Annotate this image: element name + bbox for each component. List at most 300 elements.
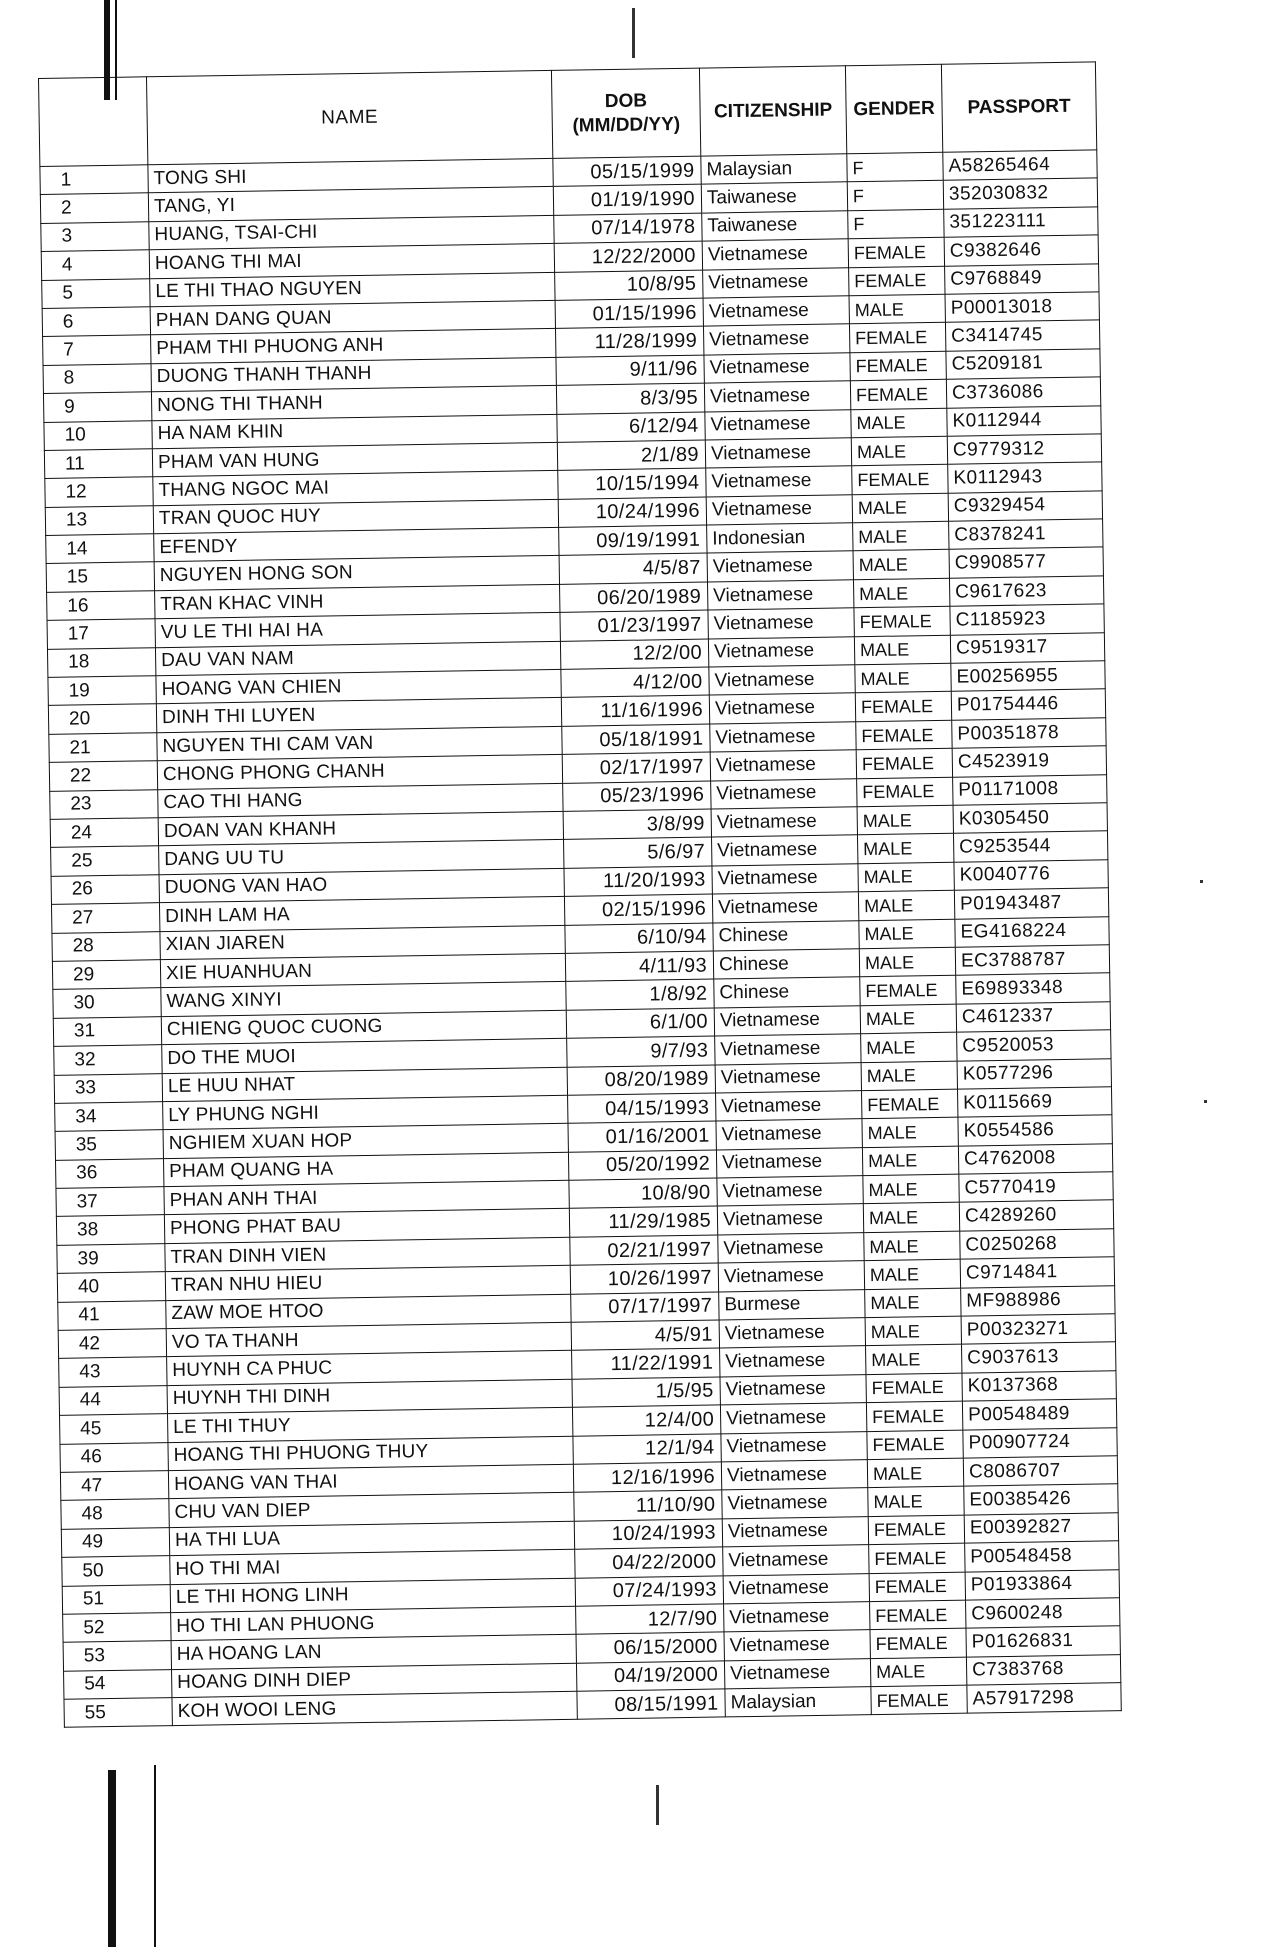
date-of-birth: 4/5/87 — [559, 554, 707, 585]
citizenship: Vietnamese — [712, 863, 858, 894]
row-number: 17 — [47, 619, 155, 649]
passenger-name: PHONG PHAT BAU — [164, 1209, 569, 1244]
passport-number: C9600248 — [966, 1598, 1120, 1629]
passport-number: C5770419 — [959, 1172, 1113, 1203]
gender: FEMALE — [850, 351, 946, 381]
passenger-name: EFENDY — [154, 527, 559, 562]
row-number: 28 — [52, 931, 160, 961]
citizenship: Vietnamese — [722, 1516, 868, 1547]
date-of-birth: 11/29/1985 — [569, 1206, 717, 1237]
passport-number: K0305450 — [953, 803, 1107, 834]
gender: FEMALE — [848, 237, 944, 267]
passport-number: P00351878 — [952, 718, 1106, 749]
passport-number: P00548489 — [962, 1399, 1116, 1430]
citizenship: Vietnamese — [705, 438, 851, 469]
gender: FEMALE — [869, 1572, 965, 1602]
row-number: 30 — [53, 988, 161, 1018]
gender: FEMALE — [868, 1515, 964, 1545]
row-number: 54 — [64, 1669, 172, 1699]
row-number: 51 — [62, 1584, 170, 1614]
passenger-name: HUYNH CA PHUC — [167, 1351, 572, 1386]
citizenship: Taiwanese — [701, 182, 847, 213]
row-number: 50 — [62, 1556, 170, 1586]
gender: MALE — [858, 862, 954, 892]
gender: F — [847, 152, 943, 182]
row-number: 18 — [47, 647, 155, 677]
row-number: 33 — [54, 1073, 162, 1103]
date-of-birth: 02/17/1997 — [562, 752, 710, 783]
gender: FEMALE — [870, 1600, 966, 1630]
passenger-name: THANG NGOC MAI — [153, 471, 558, 506]
passenger-name: HOANG THI PHUONG THUY — [168, 1436, 573, 1471]
gender: MALE — [857, 805, 953, 835]
gender: MALE — [857, 834, 953, 864]
passport-number: 352030832 — [943, 178, 1097, 209]
row-number: 13 — [45, 505, 153, 535]
citizenship: Burmese — [719, 1289, 865, 1320]
citizenship: Vietnamese — [712, 892, 858, 923]
row-number: 12 — [45, 477, 153, 507]
gender: MALE — [861, 1032, 957, 1062]
passenger-name: LE THI THAO NGUYEN — [150, 272, 555, 307]
passenger-name: LY PHUNG NGHI — [163, 1095, 568, 1130]
table-body — [40, 150, 1121, 1728]
scan-edge-mark-bottom — [108, 1770, 116, 1947]
passport-number: C8378241 — [949, 519, 1103, 550]
row-number: 7 — [43, 335, 151, 365]
row-number: 19 — [48, 676, 156, 706]
table-header — [39, 62, 1097, 167]
date-of-birth: 01/19/1990 — [553, 184, 701, 215]
citizenship: Chinese — [713, 949, 859, 980]
gender: MALE — [851, 436, 947, 466]
passenger-name: HO THI MAI — [170, 1549, 575, 1584]
citizenship: Vietnamese — [708, 636, 854, 667]
passport-number: P00013018 — [945, 292, 1099, 323]
passenger-name: PHAN ANH THAI — [164, 1180, 569, 1215]
gender: FEMALE — [849, 266, 945, 296]
citizenship: Vietnamese — [714, 1005, 860, 1036]
gender: MALE — [865, 1288, 961, 1318]
passport-number: A57917298 — [967, 1683, 1121, 1714]
gender: FEMALE — [856, 748, 952, 778]
passenger-name: KOH WOOI LENG — [172, 1691, 577, 1726]
date-of-birth: 07/24/1993 — [575, 1575, 723, 1606]
passport-number: P01171008 — [953, 774, 1107, 805]
gender: FEMALE — [867, 1430, 963, 1460]
passenger-name: DINH THI LUYEN — [156, 698, 561, 733]
gender: MALE — [849, 294, 945, 324]
gender: FEMALE — [869, 1543, 965, 1573]
passport-number: C3736086 — [946, 377, 1100, 408]
date-of-birth: 4/11/93 — [565, 951, 713, 982]
passport-number: C3414745 — [945, 320, 1099, 351]
citizenship: Vietnamese — [712, 835, 858, 866]
passenger-name: DUONG VAN HAO — [159, 868, 564, 903]
row-number: 47 — [60, 1471, 168, 1501]
gender: F — [847, 181, 943, 211]
passport-number: C9714841 — [960, 1257, 1114, 1288]
date-of-birth: 12/22/2000 — [554, 241, 702, 272]
date-of-birth: 08/15/1991 — [577, 1689, 725, 1720]
passport-number: K0040776 — [954, 860, 1108, 891]
gender: FEMALE — [871, 1685, 967, 1715]
row-number: 20 — [48, 704, 156, 734]
row-number: 53 — [63, 1641, 171, 1671]
row-number: 11 — [44, 449, 152, 479]
passenger-name: CHONG PHONG CHANH — [157, 755, 562, 790]
citizenship: Vietnamese — [708, 608, 854, 639]
date-of-birth: 11/10/90 — [574, 1490, 722, 1521]
row-number: 45 — [60, 1414, 168, 1444]
date-of-birth: 02/21/1997 — [570, 1235, 718, 1266]
date-of-birth: 12/4/00 — [572, 1405, 720, 1436]
gender: MALE — [865, 1316, 961, 1346]
row-number: 14 — [46, 534, 154, 564]
citizenship: Vietnamese — [720, 1346, 866, 1377]
gender: MALE — [868, 1486, 964, 1516]
date-of-birth: 10/24/1993 — [574, 1519, 722, 1550]
date-of-birth: 09/19/1991 — [559, 525, 707, 556]
date-of-birth: 04/15/1993 — [568, 1093, 716, 1124]
date-of-birth: 10/8/95 — [555, 270, 703, 301]
header-name: NAME — [146, 70, 552, 164]
row-number: 3 — [41, 222, 149, 252]
passenger-name: VO TA THANH — [166, 1322, 571, 1357]
passport-number: C9037613 — [962, 1342, 1116, 1373]
gender: MALE — [863, 1174, 959, 1204]
passenger-name: DO THE MUOI — [162, 1038, 567, 1073]
passport-number: C7383768 — [966, 1654, 1120, 1685]
date-of-birth: 11/28/1999 — [556, 326, 704, 357]
scan-speck — [632, 8, 635, 58]
row-number: 2 — [40, 193, 148, 223]
row-number: 22 — [49, 761, 157, 791]
row-number: 26 — [51, 874, 159, 904]
citizenship: Vietnamese — [704, 353, 850, 384]
citizenship: Vietnamese — [717, 1204, 863, 1235]
passport-number: P00907724 — [963, 1427, 1117, 1458]
date-of-birth: 4/5/91 — [571, 1320, 719, 1351]
passport-number: P01943487 — [954, 888, 1108, 919]
gender: F — [848, 209, 944, 239]
passenger-list-sheet — [38, 61, 1121, 1728]
citizenship: Vietnamese — [721, 1460, 867, 1491]
citizenship: Vietnamese — [723, 1573, 869, 1604]
passport-number: C1185923 — [950, 604, 1104, 635]
passenger-name: HUANG, TSAI-CHI — [149, 215, 554, 250]
row-number: 38 — [56, 1215, 164, 1245]
date-of-birth: 01/23/1997 — [560, 610, 708, 641]
passenger-name: HA NAM KHIN — [152, 414, 557, 449]
header-number — [39, 77, 148, 167]
gender: MALE — [853, 550, 949, 580]
citizenship: Vietnamese — [703, 267, 849, 298]
passenger-name: TRAN DINH VIEN — [165, 1237, 570, 1272]
row-number: 24 — [50, 818, 158, 848]
passenger-name: NGHIEM XUAN HOP — [163, 1124, 568, 1159]
passenger-name: HA HOANG LAN — [171, 1635, 576, 1670]
row-number: 42 — [58, 1329, 166, 1359]
date-of-birth: 05/20/1992 — [568, 1150, 716, 1181]
row-number: 52 — [63, 1613, 171, 1643]
passenger-name: LE THI THUY — [167, 1407, 572, 1442]
date-of-birth: 10/15/1994 — [558, 468, 706, 499]
passport-number: K0554586 — [958, 1115, 1112, 1146]
passport-number: C8086707 — [963, 1456, 1117, 1487]
passenger-name: TANG, YI — [148, 187, 553, 222]
citizenship: Vietnamese — [703, 296, 849, 327]
citizenship: Chinese — [714, 977, 860, 1008]
row-number: 8 — [43, 363, 151, 393]
date-of-birth: 07/17/1997 — [571, 1292, 719, 1323]
passenger-name: TRAN QUOC HUY — [153, 499, 558, 534]
citizenship: Vietnamese — [711, 778, 857, 809]
citizenship: Vietnamese — [710, 750, 856, 781]
date-of-birth: 9/7/93 — [567, 1036, 715, 1067]
row-number: 55 — [64, 1698, 172, 1728]
passport-number: E00385426 — [964, 1484, 1118, 1515]
passenger-name: HUYNH THI DINH — [167, 1379, 572, 1414]
gender: FEMALE — [849, 323, 945, 353]
row-number: 9 — [43, 392, 151, 422]
passport-number: C9253544 — [953, 831, 1107, 862]
date-of-birth: 07/14/1978 — [554, 213, 702, 244]
citizenship: Vietnamese — [709, 693, 855, 724]
passenger-name: XIE HUANHUAN — [160, 953, 565, 988]
passport-number: K0137368 — [962, 1371, 1116, 1402]
row-number: 5 — [42, 278, 150, 308]
citizenship: Vietnamese — [711, 807, 857, 838]
date-of-birth: 04/22/2000 — [575, 1547, 723, 1578]
citizenship: Vietnamese — [715, 1062, 861, 1093]
gender: FEMALE — [866, 1373, 962, 1403]
passenger-name: TRAN KHAC VINH — [155, 584, 560, 619]
passport-number: C9329454 — [948, 491, 1102, 522]
row-number: 1 — [40, 165, 148, 195]
citizenship: Indonesian — [707, 523, 853, 554]
date-of-birth: 5/6/97 — [564, 837, 712, 868]
gender: FEMALE — [856, 720, 952, 750]
passport-number: E69893348 — [956, 973, 1110, 1004]
passenger-name: CHU VAN DIEP — [169, 1493, 574, 1528]
passenger-name: LE HUU NHAT — [162, 1067, 567, 1102]
date-of-birth: 4/12/00 — [561, 667, 709, 698]
gender: MALE — [853, 521, 949, 551]
row-number: 43 — [59, 1357, 167, 1387]
date-of-birth: 06/20/1989 — [560, 582, 708, 613]
row-number: 49 — [61, 1527, 169, 1557]
citizenship: Vietnamese — [706, 466, 852, 497]
scan-speck — [1204, 1100, 1207, 1103]
citizenship: Vietnamese — [702, 239, 848, 270]
passport-number: EC3788787 — [955, 945, 1109, 976]
passport-number: C9519317 — [950, 632, 1104, 663]
date-of-birth: 6/12/94 — [557, 412, 705, 443]
citizenship: Vietnamese — [723, 1545, 869, 1576]
date-of-birth: 1/8/92 — [566, 979, 714, 1010]
passport-number: E00392827 — [964, 1512, 1118, 1543]
passenger-name: HOANG THI MAI — [149, 244, 554, 279]
passenger-name: PHAM THI PHUONG ANH — [151, 329, 556, 364]
date-of-birth: 12/2/00 — [560, 639, 708, 670]
date-of-birth: 01/15/1996 — [555, 298, 703, 329]
passport-number: C9908577 — [949, 547, 1103, 578]
gender: MALE — [860, 1004, 956, 1034]
citizenship: Vietnamese — [722, 1488, 868, 1519]
gender: FEMALE — [857, 777, 953, 807]
date-of-birth: 05/15/1999 — [553, 156, 701, 187]
date-of-birth: 1/5/95 — [572, 1377, 720, 1408]
passenger-name: HA THI LUA — [169, 1521, 574, 1556]
date-of-birth: 11/20/1993 — [564, 866, 712, 897]
date-of-birth: 05/18/1991 — [562, 724, 710, 755]
gender: MALE — [862, 1117, 958, 1147]
passport-number: EG4168224 — [955, 916, 1109, 947]
passport-number: C9768849 — [945, 263, 1099, 294]
gender: MALE — [861, 1061, 957, 1091]
passenger-name: HOANG DINH DIEP — [172, 1663, 577, 1698]
passport-number: C9520053 — [957, 1030, 1111, 1061]
scan-speck — [1200, 880, 1203, 883]
gender: MALE — [853, 578, 949, 608]
header-gender: GENDER — [845, 64, 942, 153]
row-number: 34 — [55, 1102, 163, 1132]
date-of-birth: 6/1/00 — [566, 1008, 714, 1039]
citizenship: Vietnamese — [707, 580, 853, 611]
citizenship: Vietnamese — [716, 1091, 862, 1122]
header-dob: DOB (MM/DD/YY) — [551, 68, 700, 158]
gender: MALE — [863, 1203, 959, 1233]
passenger-name: WANG XINYI — [161, 982, 566, 1017]
row-number: 32 — [54, 1045, 162, 1075]
row-number: 39 — [57, 1243, 165, 1273]
header-passport: PASSPORT — [941, 62, 1096, 152]
date-of-birth: 05/23/1996 — [563, 781, 711, 812]
gender: MALE — [866, 1345, 962, 1375]
passport-number: E00256955 — [951, 661, 1105, 692]
passenger-name: DANG UU TU — [159, 840, 564, 875]
passenger-name: NONG THI THANH — [151, 386, 556, 421]
passport-number: K0112944 — [947, 405, 1101, 436]
date-of-birth: 08/20/1989 — [567, 1064, 715, 1095]
passport-number: K0577296 — [957, 1058, 1111, 1089]
date-of-birth: 10/8/90 — [569, 1178, 717, 1209]
passenger-name: DINH LAM HA — [159, 896, 564, 931]
date-of-birth: 3/8/99 — [563, 809, 711, 840]
passport-number: 351223111 — [944, 207, 1098, 238]
passenger-name: LE THI HONG LINH — [170, 1578, 575, 1613]
citizenship: Chinese — [713, 920, 859, 951]
citizenship: Vietnamese — [724, 1602, 870, 1633]
citizenship: Taiwanese — [702, 211, 848, 242]
gender: MALE — [864, 1259, 960, 1289]
passenger-name: NGUYEN HONG SON — [154, 556, 559, 591]
citizenship: Vietnamese — [703, 324, 849, 355]
citizenship: Vietnamese — [715, 1034, 861, 1065]
passenger-name: CAO THI HANG — [158, 783, 563, 818]
citizenship: Vietnamese — [724, 1658, 870, 1689]
date-of-birth: 8/3/95 — [556, 383, 704, 414]
gender: FEMALE — [855, 692, 951, 722]
passenger-name: HOANG VAN THAI — [168, 1464, 573, 1499]
row-number: 40 — [57, 1272, 165, 1302]
gender: MALE — [852, 493, 948, 523]
passport-number: C4289260 — [959, 1200, 1113, 1231]
passenger-name: ZAW MOE HTOO — [166, 1294, 571, 1329]
gender: MALE — [855, 663, 951, 693]
gender: MALE — [859, 919, 955, 949]
gender: FEMALE — [852, 465, 948, 495]
row-number: 27 — [51, 903, 159, 933]
gender: FEMALE — [860, 976, 956, 1006]
citizenship: Vietnamese — [706, 494, 852, 525]
passenger-name: CHIENG QUOC CUONG — [161, 1010, 566, 1045]
row-number: 16 — [47, 591, 155, 621]
citizenship: Vietnamese — [716, 1147, 862, 1178]
citizenship: Vietnamese — [717, 1176, 863, 1207]
passport-number: C4612337 — [956, 1001, 1110, 1032]
citizenship: Vietnamese — [710, 722, 856, 753]
date-of-birth: 02/15/1996 — [564, 894, 712, 925]
citizenship: Vietnamese — [709, 665, 855, 696]
date-of-birth: 11/16/1996 — [561, 695, 709, 726]
row-number: 35 — [55, 1130, 163, 1160]
passport-number: C0250268 — [960, 1229, 1114, 1260]
row-number: 36 — [55, 1158, 163, 1188]
row-number: 29 — [52, 960, 160, 990]
passenger-name: TRAN NHU HIEU — [165, 1266, 570, 1301]
row-number: 37 — [56, 1187, 164, 1217]
passport-number: C9779312 — [947, 434, 1101, 465]
date-of-birth: 12/16/1996 — [573, 1462, 721, 1493]
row-number: 4 — [41, 250, 149, 280]
passenger-name: PHAN DANG QUAN — [150, 300, 555, 335]
date-of-birth: 10/26/1997 — [570, 1263, 718, 1294]
passport-number: P00323271 — [961, 1314, 1115, 1345]
date-of-birth: 01/16/2001 — [568, 1121, 716, 1152]
date-of-birth: 06/15/2000 — [576, 1632, 724, 1663]
passport-number: A58265464 — [943, 150, 1097, 181]
row-number: 25 — [51, 846, 159, 876]
row-number: 10 — [44, 420, 152, 450]
date-of-birth: 12/7/90 — [576, 1604, 724, 1635]
passport-number: P00548458 — [965, 1541, 1119, 1572]
gender: MALE — [864, 1231, 960, 1261]
citizenship: Vietnamese — [720, 1374, 866, 1405]
passenger-name: DUONG THANH THANH — [151, 357, 556, 392]
citizenship: Vietnamese — [716, 1119, 862, 1150]
gender: MALE — [851, 408, 947, 438]
gender: FEMALE — [866, 1401, 962, 1431]
header-citizenship: CITIZENSHIP — [699, 66, 846, 156]
passenger-name: VU LE THI HAI HA — [155, 613, 560, 648]
passenger-name: NGUYEN THI CAM VAN — [157, 726, 562, 761]
row-number: 48 — [61, 1499, 169, 1529]
passport-number: C9617623 — [949, 576, 1103, 607]
citizenship: Vietnamese — [721, 1431, 867, 1462]
passenger-table — [38, 61, 1122, 1728]
passenger-name: PHAM VAN HUNG — [152, 442, 557, 477]
citizenship: Vietnamese — [718, 1261, 864, 1292]
passport-number: K0112943 — [948, 462, 1102, 493]
citizenship: Vietnamese — [705, 409, 851, 440]
gender: FEMALE — [850, 379, 946, 409]
passport-number: P01754446 — [951, 689, 1105, 720]
passport-number: C5209181 — [946, 349, 1100, 380]
passenger-name: TONG SHI — [148, 158, 553, 193]
passenger-name: DAU VAN NAM — [155, 641, 560, 676]
